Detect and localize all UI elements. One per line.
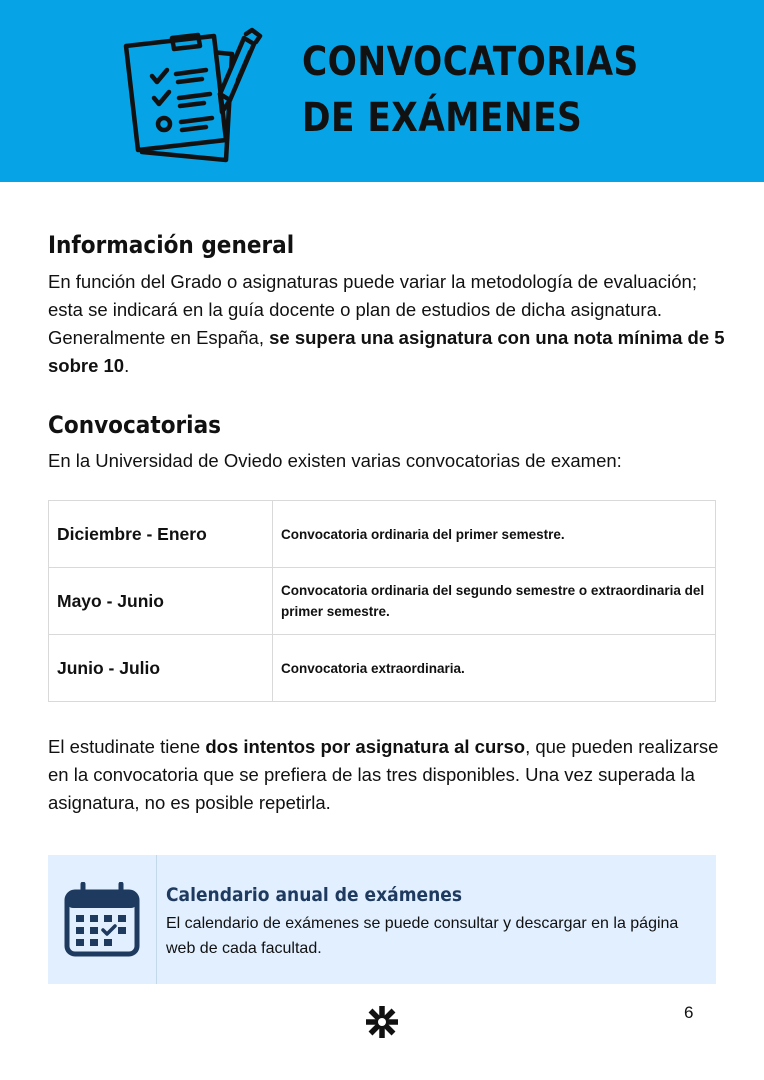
convocatorias-heading: Convocatorias xyxy=(48,411,222,439)
page-number: 6 xyxy=(684,1003,694,1022)
convocatorias-intro: En la Universidad de Oviedo existen varias convocatorias de examen: xyxy=(48,450,622,471)
description-cell: Convocatoria extraordinaria. xyxy=(273,635,716,702)
calendar-info-box xyxy=(48,855,716,984)
table-row xyxy=(49,568,716,635)
calendar-box-text: El calendario de exámenes se puede consultar y descargar en la página web de cada facultad. xyxy=(166,915,679,957)
header-banner xyxy=(0,0,764,182)
general-info-emphasis: se supera una asignatura con una nota mínima de 5 sobre 10 xyxy=(48,327,725,376)
general-info-paragraph xyxy=(48,268,728,380)
attempts-text-end: , que pueden realizarse en la convocatoria que se prefiera de las tres disponibles. Una vez superada la asignatura, no es posible repetirla. xyxy=(48,736,719,813)
attempts-text: El estudinate tiene xyxy=(48,736,206,757)
general-info-text: En función del Grado o asignaturas puede variar la metodología de evaluación; esta se indicará en la guía docente o plan de estudios de dicha asignatura. Generalmente en España, xyxy=(48,271,697,348)
page-title-line-2: DE EXÁMENES xyxy=(302,95,583,141)
info-box-divider xyxy=(156,855,157,984)
description-cell: Convocatoria ordinaria del primer semestre. xyxy=(273,501,716,568)
general-info-heading: Información general xyxy=(48,231,295,259)
convocatorias-table xyxy=(48,500,716,702)
exam-checklist-icon xyxy=(118,24,266,164)
attempts-emphasis: dos intentos por asignatura al curso xyxy=(205,736,526,757)
table-row xyxy=(49,635,716,702)
attempts-paragraph xyxy=(48,733,728,817)
period-cell: Junio - Julio xyxy=(49,635,273,702)
period-cell: Mayo - Junio xyxy=(49,568,273,635)
calendar-box-title: Calendario anual de exámenes xyxy=(166,884,463,906)
period-cell: Diciembre - Enero xyxy=(49,501,273,568)
description-cell: Convocatoria ordinaria del segundo semestre o extraordinaria del primer semestre. xyxy=(273,568,716,635)
table-row xyxy=(49,501,716,568)
page-title-line-1: CONVOCATORIAS xyxy=(302,39,639,85)
general-info-period: . xyxy=(124,355,130,376)
page-title xyxy=(302,34,639,146)
calendar-icon xyxy=(64,882,140,958)
asterisk-icon xyxy=(364,1004,400,1040)
